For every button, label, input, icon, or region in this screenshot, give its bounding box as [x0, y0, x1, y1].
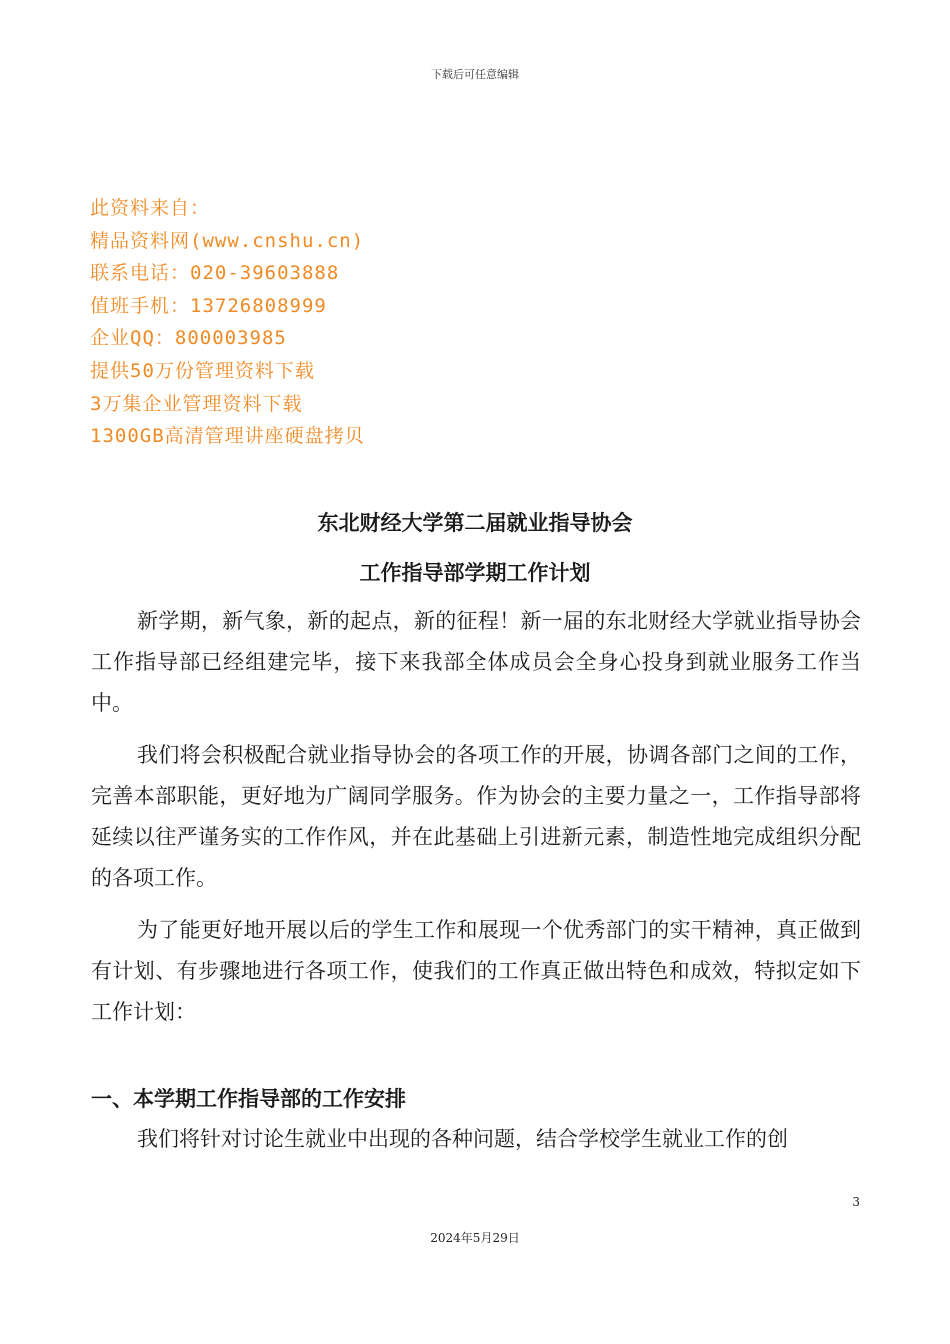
- section-paragraph: 我们将针对讨论生就业中出现的各种问题，结合学校学生就业工作的创: [137, 1127, 788, 1151]
- source-line-qq: 企业QQ：800003985: [90, 327, 287, 350]
- source-line: 此资料来自：: [90, 197, 211, 219]
- page-number: 3: [852, 1195, 860, 1209]
- source-line-phone: 联系电话：020-39603888: [90, 262, 340, 285]
- source-line: 3万集企业管理资料下载: [90, 392, 303, 415]
- paragraph-plan: 为了能更好地开展以后的学生工作和展现一个优秀部门的实干精神，真正做到有计划、有步骤地进行各项工作，使我们的工作真正做出特色和成效，特拟定如下工作计划：: [91, 918, 861, 1024]
- document-title-line1: 东北财经大学第二届就业指导协会: [317, 511, 633, 535]
- paragraph-intro: 新学期，新气象，新的起点，新的征程！新一届的东北财经大学就业指导协会工作指导部已经组建完毕，接下来我部全体成员会全身心投身到就业服务工作当中。: [91, 609, 861, 715]
- footer-date: 2024年5月29日: [430, 1231, 520, 1245]
- source-info-block: [90, 192, 365, 453]
- source-line: 1300GB高清管理讲座硬盘拷贝: [90, 425, 365, 448]
- source-line-mobile: 值班手机：13726808999: [90, 294, 327, 317]
- section-heading: 一、本学期工作指导部的工作安排: [91, 1087, 406, 1111]
- source-line: 提供50万份管理资料下载: [90, 359, 315, 382]
- source-line-website: 精品资料网(www.cnshu.cn): [90, 229, 365, 252]
- document-title-line2: 工作指导部学期工作计划: [359, 561, 591, 585]
- paragraph-cooperation: 我们将会积极配合就业指导协会的各项工作的开展，协调各部门之间的工作，完善本部职能，更好地为广阔同学服务。作为协会的主要力量之一，工作指导部将延续以往严谨务实的工作作风，并在此基础上引进新元素，制造性地完成组织分配的各项工作。: [91, 743, 861, 890]
- header-note: 下载后可任意编辑: [431, 68, 519, 81]
